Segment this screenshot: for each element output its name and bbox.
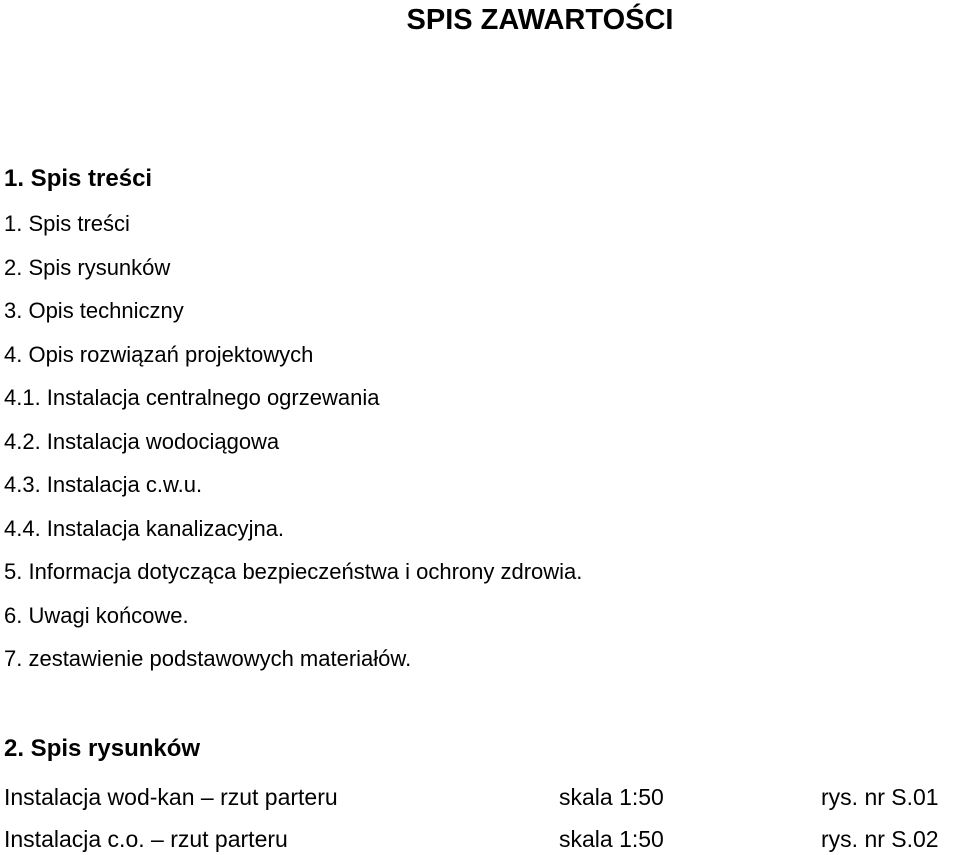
drawing-row (0, 824, 960, 854)
toc-item: 2. Spis rysunków (4, 255, 171, 280)
toc-item: 4.3. Instalacja c.w.u. (4, 472, 203, 497)
toc-item: 4.4. Instalacja kanalizacyjna. (4, 516, 285, 541)
toc-item: 6. Uwagi końcowe. (4, 603, 189, 628)
drawing-row (0, 782, 960, 812)
document-title: SPIS ZAWARTOŚCI (406, 4, 674, 36)
toc-item: 4. Opis rozwiązań projektowych (4, 342, 314, 367)
toc-item: 4.2. Instalacja wodociągowa (4, 429, 280, 454)
toc-item: 1. Spis treści (4, 211, 130, 236)
toc-item: 4.1. Instalacja centralnego ogrzewania (4, 385, 380, 410)
drawing-number: rys. nr S.01 (821, 784, 939, 810)
drawing-number: rys. nr S.02 (821, 826, 939, 852)
toc-heading: 1. Spis treści (4, 165, 153, 192)
drawings-heading: 2. Spis rysunków (4, 735, 201, 762)
drawing-scale: skala 1:50 (559, 826, 664, 852)
toc-item: 5. Informacja dotycząca bezpieczeństwa i ochrony zdrowia. (4, 559, 583, 584)
toc-item: 7. zestawienie podstawowych materiałów. (4, 646, 412, 671)
drawing-title: Instalacja wod-kan – rzut parteru (4, 784, 338, 810)
drawing-title: Instalacja c.o. – rzut parteru (4, 826, 288, 852)
drawing-scale: skala 1:50 (559, 784, 664, 810)
toc-item: 3. Opis techniczny (4, 298, 184, 323)
